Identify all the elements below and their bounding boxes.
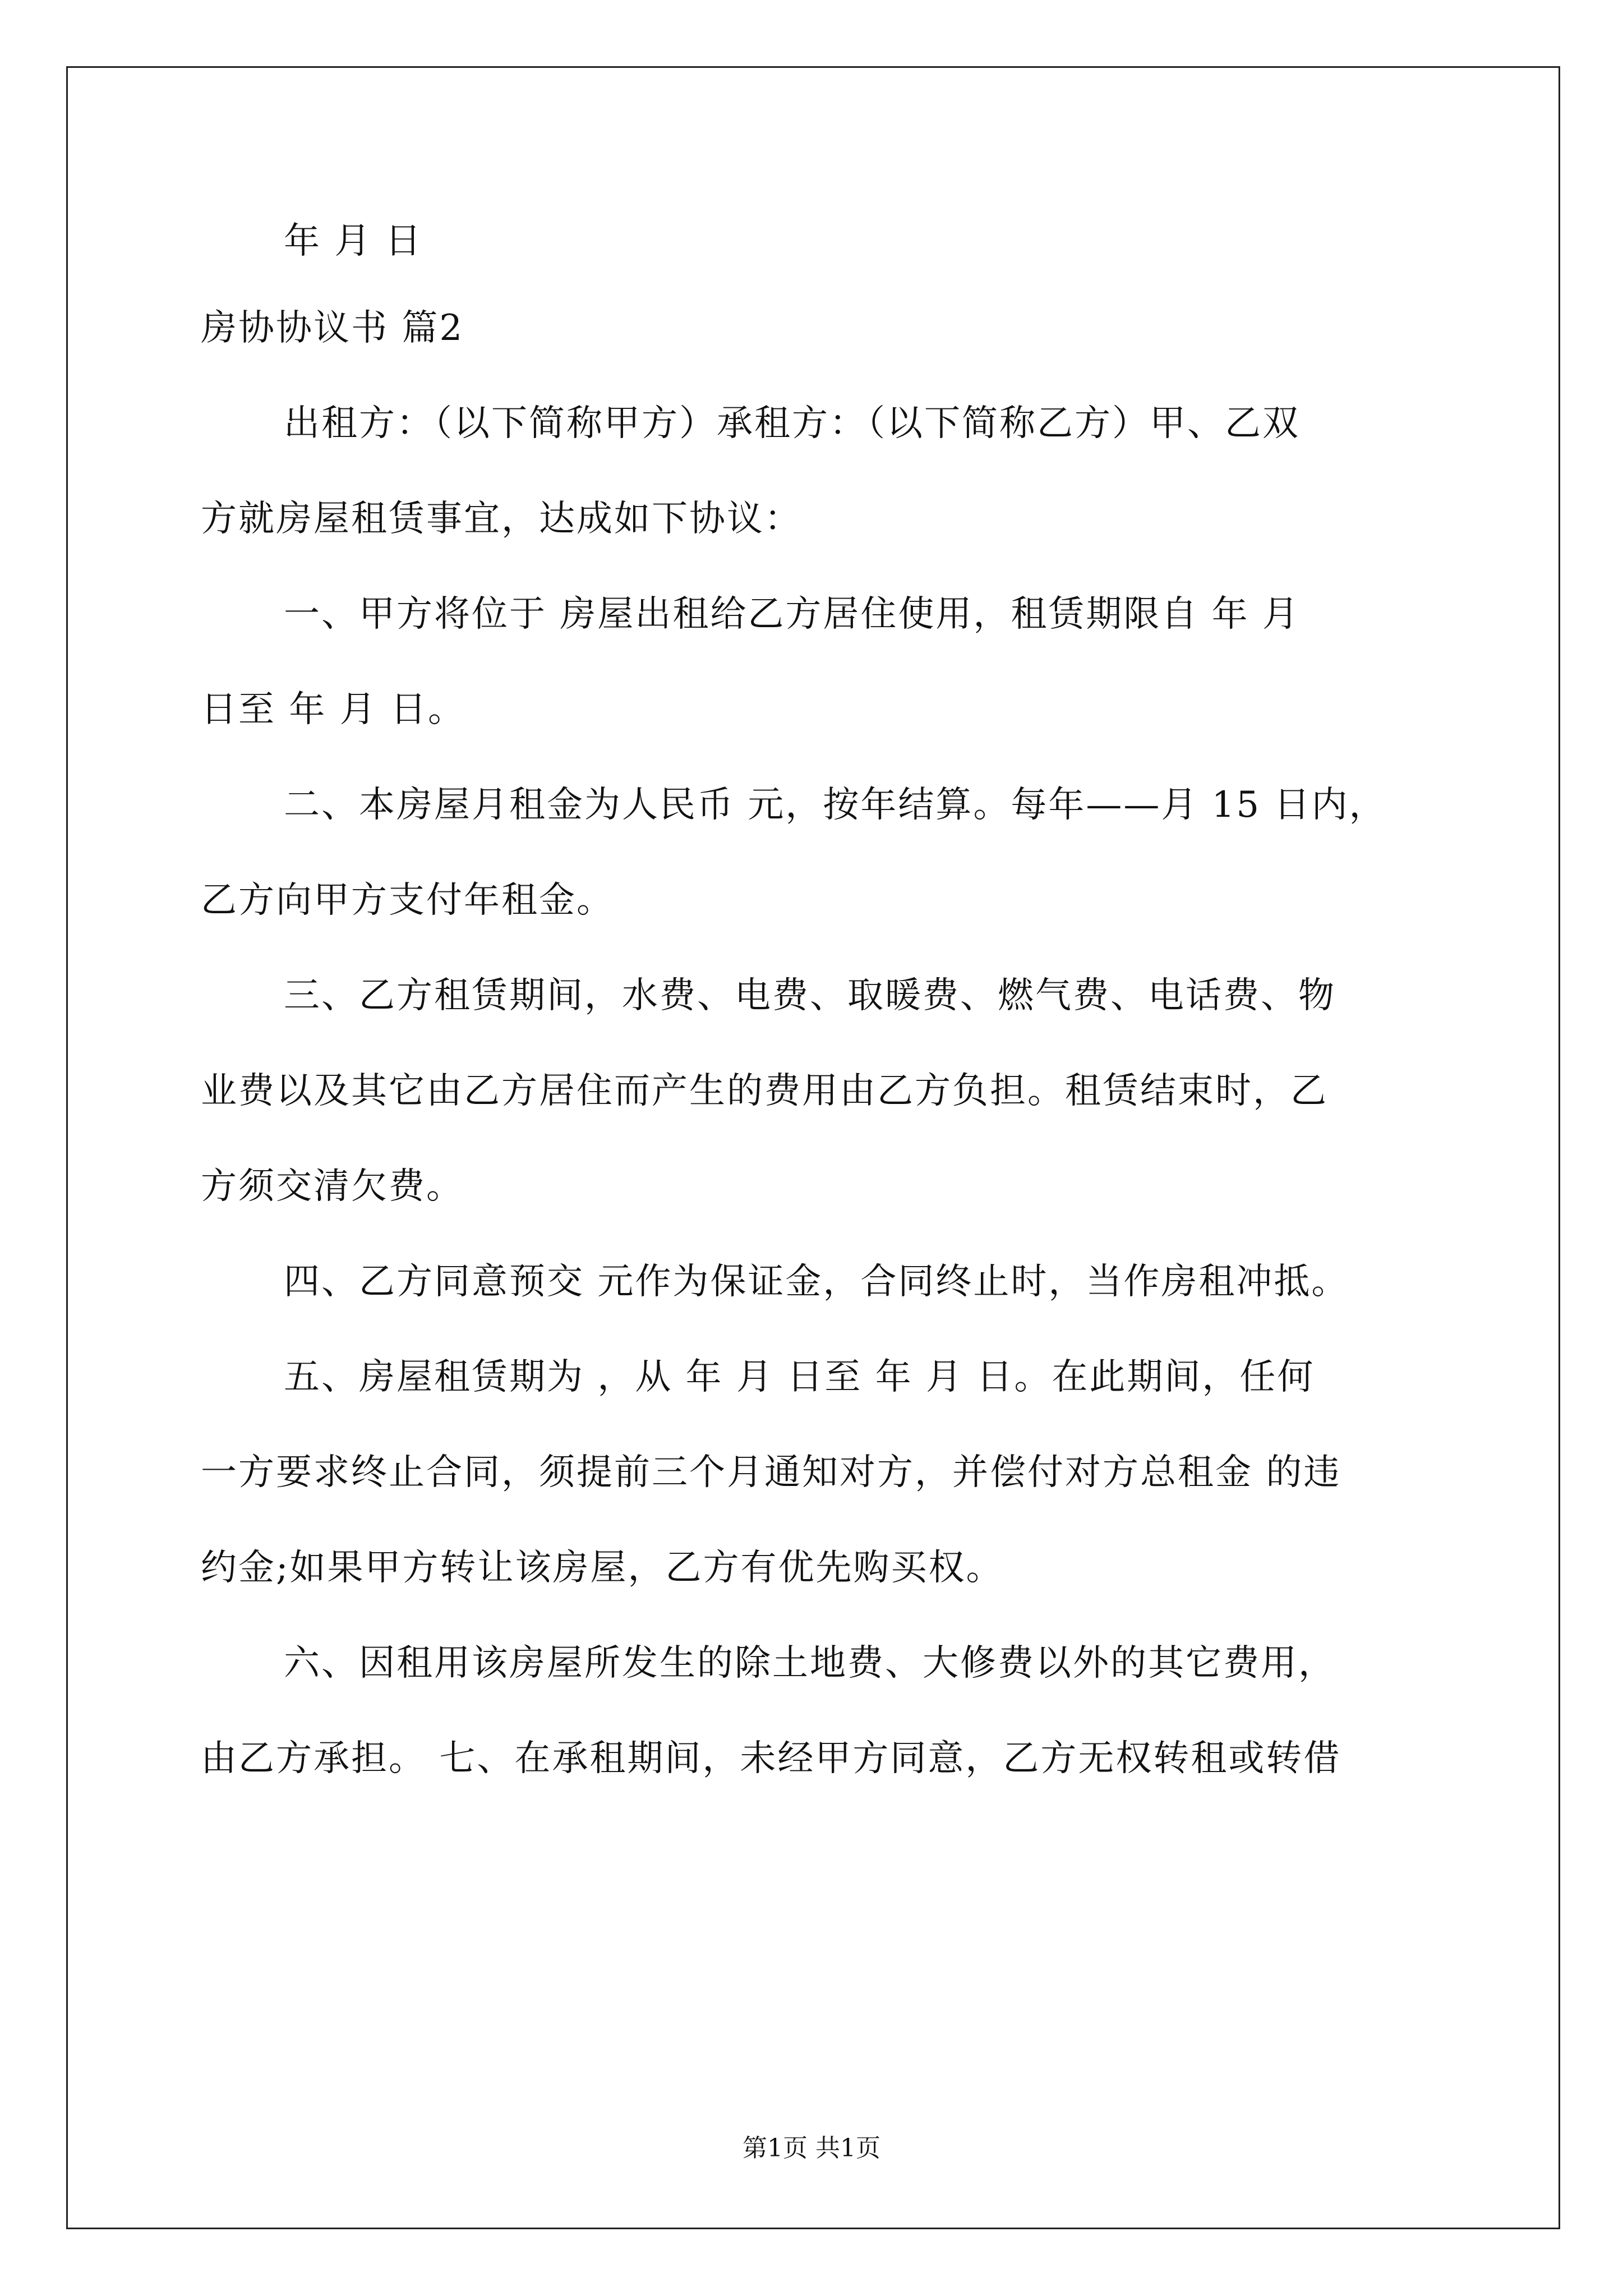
paragraph-line: 约金;如果甲方转让该房屋，乙方有优先购买权。 xyxy=(201,1547,1004,1589)
page-border xyxy=(66,66,1560,2229)
paragraph-line: 出租方：（以下简称甲方）承租方：（以下简称乙方）甲、乙双 xyxy=(284,403,1300,444)
paragraph-line: 日至 年 月 日。 xyxy=(201,689,466,730)
paragraph-line: 业费以及其它由乙方居住而产生的费用由乙方负担。租赁结束时，乙 xyxy=(201,1070,1328,1112)
section-heading: 房协协议书 篇2 xyxy=(201,307,464,349)
paragraph-line: 一方要求终止合同，须提前三个月通知对方，并偿付对方总租金 的违 xyxy=(201,1452,1341,1493)
paragraph-line: 乙方向甲方支付年租金。 xyxy=(201,880,614,921)
paragraph-line: 六、因租用该房屋所发生的除土地费、大修费以外的其它费用， xyxy=(284,1642,1336,1684)
paragraph-line: 方须交清欠费。 xyxy=(201,1166,464,1207)
paragraph-line: 二、本房屋月租金为人民币 元，按年结算。每年——月 15 日内， xyxy=(284,784,1387,826)
paragraph-line: 三、乙方租赁期间，水费、电费、取暖费、燃气费、电话费、物 xyxy=(284,975,1336,1016)
paragraph-line: 一、甲方将位于 房屋出租给乙方居住使用，租赁期限自 年 月 xyxy=(284,593,1301,635)
page-number-footer: 第1页 共1页 xyxy=(743,2134,880,2162)
paragraph-line: 由乙方承担。 七、在承租期间，未经甲方同意，乙方无权转租或转借 xyxy=(201,1738,1341,1779)
date-line: 年 月 日 xyxy=(284,220,423,262)
paragraph-line: 四、乙方同意预交 元作为保证金，合同终止时，当作房租冲抵。 xyxy=(284,1261,1349,1303)
paragraph-line: 方就房屋租赁事宜，达成如下协议： xyxy=(201,498,802,540)
paragraph-line: 五、房屋租赁期为 ，从 年 月 日至 年 月 日。在此期间，任何 xyxy=(284,1356,1315,1398)
